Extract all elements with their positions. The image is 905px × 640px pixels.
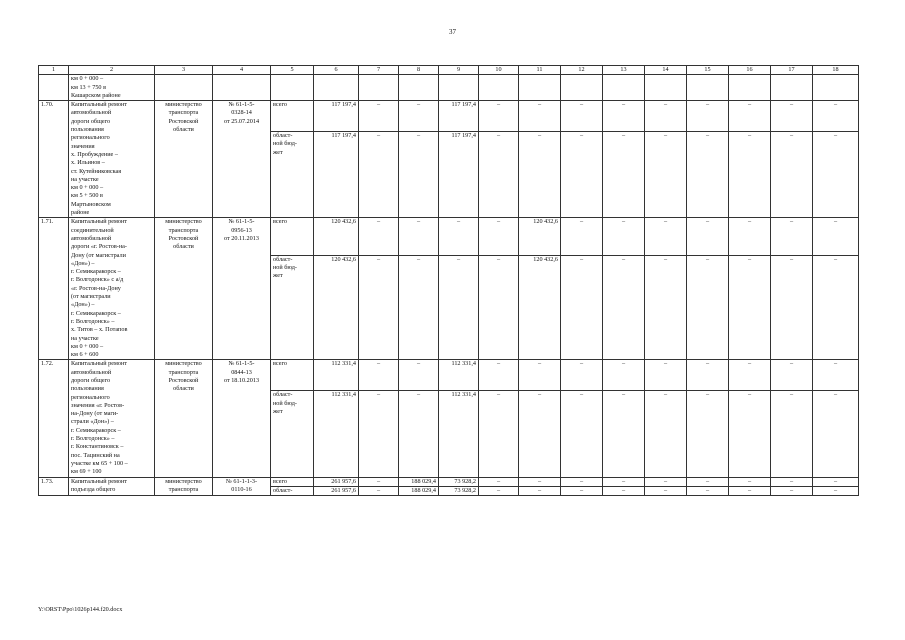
amount-cell: – bbox=[687, 391, 729, 477]
amount-cell: – bbox=[359, 391, 399, 477]
expertise-document-line: от 25.07.2014 bbox=[223, 117, 260, 125]
amount-cell: – bbox=[729, 360, 771, 391]
object-name-line: подъезда общего bbox=[71, 485, 116, 493]
object-name-line: км 0 + 000 – bbox=[71, 184, 104, 192]
amount-cell: – bbox=[729, 255, 771, 360]
expertise-document bbox=[213, 360, 271, 477]
amount-cell: – bbox=[645, 360, 687, 391]
amount-cell: – bbox=[561, 101, 603, 132]
responsible-body-line: области bbox=[173, 385, 194, 393]
object-name-line: дороги «г. Ростов-на- bbox=[71, 243, 127, 251]
expertise-document-line: № 61-1-5- bbox=[228, 360, 255, 368]
amount-cell: – bbox=[813, 255, 859, 360]
amount-cell: 117 197,4 bbox=[439, 101, 479, 132]
amount-cell: – bbox=[479, 391, 519, 477]
amount-cell: – bbox=[645, 391, 687, 477]
amount-cell: – bbox=[771, 218, 813, 256]
object-name-line: х. Ильинов – bbox=[71, 159, 105, 167]
amount-cell: 73 928,2 bbox=[439, 486, 479, 495]
expertise-document bbox=[213, 75, 271, 101]
amount-cell: – bbox=[687, 255, 729, 360]
empty-cell bbox=[771, 75, 813, 101]
column-number: 16 bbox=[729, 66, 771, 75]
amount-cell: – bbox=[729, 132, 771, 218]
empty-cell bbox=[729, 75, 771, 101]
object-name-line: значения bbox=[71, 142, 95, 150]
amount-cell: – bbox=[399, 101, 439, 132]
responsible-body-line: министерство bbox=[165, 360, 202, 368]
amount-cell: – bbox=[561, 360, 603, 391]
object-name-line: г. Волгодонск» – bbox=[71, 435, 115, 443]
amount-cell: – bbox=[561, 218, 603, 256]
empty-cell bbox=[439, 75, 479, 101]
amount-cell: – bbox=[519, 391, 561, 477]
funding-source-line: всего bbox=[273, 477, 287, 485]
funding-source-line: жет bbox=[273, 148, 283, 156]
item-number: 1.71. bbox=[39, 218, 69, 360]
amount-cell: 117 197,4 bbox=[314, 132, 359, 218]
object-name-line: (от магистрали bbox=[71, 293, 111, 301]
amount-cell: – bbox=[359, 477, 399, 486]
empty-cell bbox=[519, 75, 561, 101]
responsible-body-line: министерство bbox=[165, 101, 202, 109]
funding-source-line: ной бюд- bbox=[273, 399, 297, 407]
column-number-row bbox=[39, 66, 859, 75]
responsible-body-line: области bbox=[173, 243, 194, 251]
item-number: 1.72. bbox=[39, 360, 69, 477]
object-name-line: «г. Ростов-на-Дону bbox=[71, 284, 121, 292]
object-name-line: на участке bbox=[71, 334, 99, 342]
empty-cell bbox=[359, 75, 399, 101]
responsible-body-line: транспорта bbox=[168, 109, 199, 117]
object-name bbox=[69, 360, 155, 477]
table-row bbox=[39, 101, 859, 132]
object-name-line: соединительной bbox=[71, 226, 114, 234]
amount-cell: – bbox=[603, 255, 645, 360]
column-number: 13 bbox=[603, 66, 645, 75]
object-name-line: км 69 + 100 bbox=[71, 468, 102, 476]
responsible-body bbox=[155, 75, 213, 101]
responsible-body-line: Ростовской bbox=[168, 376, 199, 384]
object-name-line: пользования bbox=[71, 126, 104, 134]
object-name-line: дороги общего bbox=[71, 117, 111, 125]
amount-cell: – bbox=[399, 255, 439, 360]
object-name-line: автомобильной bbox=[71, 109, 112, 117]
object-name-line: г. Семикаракорск – bbox=[71, 309, 121, 317]
column-number: 15 bbox=[687, 66, 729, 75]
item-number bbox=[39, 75, 69, 101]
amount-cell: – bbox=[603, 391, 645, 477]
object-name-line: км 0 + 000 – bbox=[71, 342, 104, 350]
responsible-body bbox=[155, 218, 213, 360]
expertise-document bbox=[213, 218, 271, 360]
expertise-document bbox=[213, 477, 271, 496]
object-name-line: «Дон») – bbox=[71, 259, 95, 267]
object-name-line: г. Волгодонск» – bbox=[71, 317, 115, 325]
amount-cell: – bbox=[519, 486, 561, 495]
object-name-line: страли «Дон») – bbox=[71, 418, 114, 426]
empty-cell bbox=[479, 75, 519, 101]
object-name bbox=[69, 101, 155, 218]
column-number: 8 bbox=[399, 66, 439, 75]
amount-cell: – bbox=[687, 477, 729, 486]
object-name-line: Мартыновском bbox=[71, 200, 111, 208]
responsible-body bbox=[155, 360, 213, 477]
amount-cell: – bbox=[519, 101, 561, 132]
amount-cell: – bbox=[729, 218, 771, 256]
funding-source bbox=[271, 255, 314, 360]
responsible-body bbox=[155, 101, 213, 218]
amount-cell: – bbox=[687, 360, 729, 391]
funding-source bbox=[271, 218, 314, 256]
column-number: 3 bbox=[155, 66, 213, 75]
object-name-line: «Дон») – bbox=[71, 301, 95, 309]
object-name-line: районе bbox=[71, 209, 90, 217]
column-number: 10 bbox=[479, 66, 519, 75]
expertise-document-line: от 20.11.2013 bbox=[224, 234, 259, 242]
amount-cell: 120 432,6 bbox=[519, 218, 561, 256]
object-name bbox=[69, 218, 155, 360]
responsible-body-line: транспорта bbox=[168, 368, 199, 376]
amount-cell: – bbox=[439, 255, 479, 360]
funding-source bbox=[271, 132, 314, 218]
object-name-line: км 13 + 750 в bbox=[71, 83, 106, 91]
amount-cell: – bbox=[813, 132, 859, 218]
amount-cell: – bbox=[729, 477, 771, 486]
amount-cell: – bbox=[729, 486, 771, 495]
amount-cell: – bbox=[813, 391, 859, 477]
object-name-line: Капитальный ремонт bbox=[71, 360, 128, 368]
object-name-line: х. Пробуждение – bbox=[71, 150, 118, 158]
amount-cell: – bbox=[519, 477, 561, 486]
column-number: 17 bbox=[771, 66, 813, 75]
amount-cell: – bbox=[399, 360, 439, 391]
object-name-line: пос. Тацинский на bbox=[71, 451, 120, 459]
funding-source-line: област- bbox=[273, 486, 293, 494]
page-number: 37 bbox=[449, 28, 456, 36]
empty-cell bbox=[314, 75, 359, 101]
object-name-line: г. Волгодонск» с а/д bbox=[71, 276, 124, 284]
funding-source-line: област- bbox=[273, 255, 293, 263]
amount-cell: 117 197,4 bbox=[314, 101, 359, 132]
empty-cell bbox=[271, 75, 314, 101]
table-row bbox=[39, 75, 859, 101]
object-name-line: Капитальный ремонт bbox=[71, 477, 128, 485]
amount-cell: – bbox=[603, 101, 645, 132]
column-number: 7 bbox=[359, 66, 399, 75]
empty-cell bbox=[813, 75, 859, 101]
amount-cell: – bbox=[399, 391, 439, 477]
amount-cell: – bbox=[645, 486, 687, 495]
object-name-line: г. Семикаракорск – bbox=[71, 426, 121, 434]
amount-cell: – bbox=[519, 360, 561, 391]
expertise-document-line: от 18.10.2013 bbox=[223, 376, 260, 384]
expertise-document-line: № 61-1-1-3- bbox=[225, 477, 258, 485]
amount-cell: – bbox=[687, 101, 729, 132]
column-number: 6 bbox=[314, 66, 359, 75]
expertise-document bbox=[213, 101, 271, 218]
funding-source-line: всего bbox=[273, 360, 287, 368]
responsible-body-line: транспорта bbox=[168, 485, 199, 493]
expertise-document-line: № 61-1-5- bbox=[228, 101, 255, 109]
amount-cell: – bbox=[359, 101, 399, 132]
empty-cell bbox=[687, 75, 729, 101]
column-number: 1 bbox=[39, 66, 69, 75]
object-name-line: дороги общего bbox=[71, 376, 111, 384]
column-number: 4 bbox=[213, 66, 271, 75]
empty-cell bbox=[561, 75, 603, 101]
expertise-document-line: 0956-13 bbox=[231, 226, 252, 234]
amount-cell: – bbox=[479, 132, 519, 218]
responsible-body bbox=[155, 477, 213, 496]
funding-source-line: всего bbox=[273, 218, 287, 226]
funding-source-line: област- bbox=[273, 132, 293, 140]
amount-cell: – bbox=[359, 218, 399, 256]
amount-cell: – bbox=[771, 255, 813, 360]
amount-cell: – bbox=[771, 360, 813, 391]
amount-cell: – bbox=[359, 255, 399, 360]
column-number: 2 bbox=[69, 66, 155, 75]
funding-source-line: жет bbox=[273, 272, 283, 280]
expertise-document-line: № 61-1-5- bbox=[228, 218, 255, 226]
object-name-line: автомобильной bbox=[71, 234, 112, 242]
responsible-body-line: области bbox=[173, 126, 194, 134]
amount-cell: 112 331,4 bbox=[439, 360, 479, 391]
amount-cell: – bbox=[603, 218, 645, 256]
amount-cell: – bbox=[359, 360, 399, 391]
amount-cell: – bbox=[813, 486, 859, 495]
empty-cell bbox=[399, 75, 439, 101]
column-number: 5 bbox=[271, 66, 314, 75]
table-row bbox=[39, 477, 859, 486]
amount-cell: 73 928,2 bbox=[439, 477, 479, 486]
table-row bbox=[39, 218, 859, 256]
expertise-document-line: 0328-14 bbox=[231, 109, 252, 117]
funding-source bbox=[271, 360, 314, 391]
amount-cell: – bbox=[645, 477, 687, 486]
object-name-line: пользования bbox=[71, 385, 104, 393]
amount-cell: – bbox=[771, 486, 813, 495]
funding-source bbox=[271, 477, 314, 486]
amount-cell: – bbox=[561, 391, 603, 477]
object-name-line: регионального bbox=[71, 134, 110, 142]
amount-cell: 120 432,6 bbox=[314, 255, 359, 360]
file-path-footer: Y:\ORST\Ppo\1026p144.f20.docx bbox=[38, 606, 123, 613]
object-name-line: Кашарском районе bbox=[71, 91, 121, 99]
object-name-line: км 6 + 600 bbox=[71, 351, 99, 359]
amount-cell: – bbox=[813, 477, 859, 486]
amount-cell: – bbox=[603, 486, 645, 495]
expertise-document-line: 0110-16 bbox=[231, 485, 252, 493]
funding-source bbox=[271, 391, 314, 477]
empty-cell bbox=[603, 75, 645, 101]
object-name-line: участке км 65 + 100 – bbox=[71, 459, 128, 467]
amount-cell: – bbox=[645, 255, 687, 360]
amount-cell: 261 957,6 bbox=[314, 486, 359, 495]
object-name-line: г. Семикаракорск – bbox=[71, 268, 121, 276]
amount-cell: – bbox=[479, 101, 519, 132]
responsible-body-line: транспорта bbox=[168, 226, 199, 234]
budget-table bbox=[38, 65, 859, 496]
funding-source bbox=[271, 101, 314, 132]
amount-cell: – bbox=[771, 477, 813, 486]
amount-cell: – bbox=[813, 218, 859, 256]
amount-cell: – bbox=[359, 132, 399, 218]
amount-cell: – bbox=[359, 486, 399, 495]
funding-source-line: ной бюд- bbox=[273, 264, 297, 272]
funding-source-line: ной бюд- bbox=[273, 140, 297, 148]
funding-source-line: област- bbox=[273, 391, 293, 399]
responsible-body-line: Ростовской bbox=[168, 234, 199, 242]
responsible-body-line: министерство bbox=[165, 218, 202, 226]
object-name-line: регионального bbox=[71, 393, 110, 401]
amount-cell: – bbox=[399, 132, 439, 218]
amount-cell: – bbox=[603, 477, 645, 486]
amount-cell: – bbox=[439, 218, 479, 256]
column-number: 14 bbox=[645, 66, 687, 75]
amount-cell: – bbox=[645, 132, 687, 218]
amount-cell: – bbox=[561, 486, 603, 495]
object-name bbox=[69, 75, 155, 101]
amount-cell: 112 331,4 bbox=[314, 391, 359, 477]
amount-cell: – bbox=[399, 218, 439, 256]
object-name-line: ст. Кутейниковская bbox=[71, 167, 122, 175]
amount-cell: – bbox=[479, 360, 519, 391]
object-name-line: на участке bbox=[71, 175, 99, 183]
amount-cell: – bbox=[687, 132, 729, 218]
amount-cell: 120 432,6 bbox=[314, 218, 359, 256]
object-name-line: км 5 + 500 в bbox=[71, 192, 103, 200]
object-name-line: значения «г. Ростов- bbox=[71, 401, 125, 409]
amount-cell: 188 029,4 bbox=[399, 477, 439, 486]
amount-cell: 112 331,4 bbox=[439, 391, 479, 477]
amount-cell: 117 197,4 bbox=[439, 132, 479, 218]
amount-cell: – bbox=[561, 255, 603, 360]
responsible-body-line: министерство bbox=[165, 477, 202, 485]
amount-cell: – bbox=[561, 477, 603, 486]
amount-cell: – bbox=[603, 360, 645, 391]
amount-cell: – bbox=[479, 255, 519, 360]
amount-cell: – bbox=[729, 101, 771, 132]
object-name bbox=[69, 477, 155, 496]
amount-cell: – bbox=[771, 132, 813, 218]
object-name-line: х. Титов – х. Потапов bbox=[71, 326, 128, 334]
funding-source-line: всего bbox=[273, 101, 287, 109]
table-row bbox=[39, 360, 859, 391]
object-name-line: Капитальный ремонт bbox=[71, 101, 128, 109]
amount-cell: – bbox=[603, 132, 645, 218]
amount-cell: – bbox=[519, 132, 561, 218]
expertise-document-line: 0844-13 bbox=[231, 368, 252, 376]
item-number: 1.73. bbox=[39, 477, 69, 496]
amount-cell: – bbox=[479, 218, 519, 256]
item-number: 1.70. bbox=[39, 101, 69, 218]
amount-cell: 112 331,4 bbox=[314, 360, 359, 391]
amount-cell: 261 957,6 bbox=[314, 477, 359, 486]
column-number: 11 bbox=[519, 66, 561, 75]
object-name-line: км 0 + 000 – bbox=[71, 75, 104, 83]
column-number: 9 bbox=[439, 66, 479, 75]
empty-cell bbox=[645, 75, 687, 101]
amount-cell: 188 029,4 bbox=[399, 486, 439, 495]
amount-cell: 120 432,6 bbox=[519, 255, 561, 360]
amount-cell: – bbox=[729, 391, 771, 477]
amount-cell: – bbox=[687, 486, 729, 495]
column-number: 18 bbox=[813, 66, 859, 75]
object-name-line: Дону (от магистрали bbox=[71, 251, 126, 259]
amount-cell: – bbox=[645, 218, 687, 256]
amount-cell: – bbox=[479, 486, 519, 495]
responsible-body-line: Ростовской bbox=[168, 117, 199, 125]
amount-cell: – bbox=[771, 391, 813, 477]
amount-cell: – bbox=[561, 132, 603, 218]
amount-cell: – bbox=[813, 360, 859, 391]
amount-cell: – bbox=[813, 101, 859, 132]
funding-source bbox=[271, 486, 314, 495]
amount-cell: – bbox=[479, 477, 519, 486]
object-name-line: на-Дону (от маги- bbox=[71, 410, 119, 418]
funding-source-line: жет bbox=[273, 407, 283, 415]
amount-cell: – bbox=[687, 218, 729, 256]
amount-cell: – bbox=[771, 101, 813, 132]
object-name-line: автомобильной bbox=[71, 368, 112, 376]
column-number: 12 bbox=[561, 66, 603, 75]
object-name-line: Капитальный ремонт bbox=[71, 218, 128, 226]
amount-cell: – bbox=[645, 101, 687, 132]
object-name-line: г. Константиновск – bbox=[71, 443, 124, 451]
